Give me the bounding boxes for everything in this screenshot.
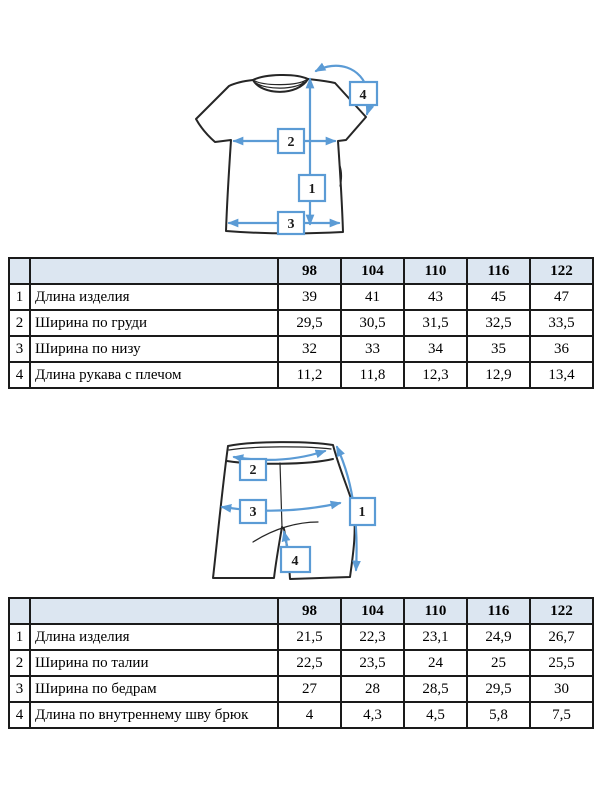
tshirt-measure-label-1 [299, 175, 325, 201]
tshirt-table-row-4-num: 4 [9, 362, 30, 388]
shorts-table-row-2-label: Ширина по талии [30, 650, 278, 676]
tshirt-table-row-1-size-98: 39 [278, 284, 341, 310]
shorts-table-row-4-num: 4 [9, 702, 30, 728]
tshirt-table-row-4-label: Длина рукава с плечом [30, 362, 278, 388]
tshirt-measure-label-2 [278, 129, 304, 153]
shorts-label-4-number: 4 [291, 554, 299, 569]
tshirt-table-row-2-num: 2 [9, 310, 30, 336]
shorts-table-row-2-size-98: 22,5 [278, 650, 341, 676]
shorts-table-row-2-size-110: 24 [404, 650, 467, 676]
tshirt-label-1-number: 1 [308, 182, 316, 197]
shorts-table-row-3-size-104: 28 [341, 676, 404, 702]
shorts-table-row-4-size-110: 4,5 [404, 702, 467, 728]
shorts-table-header-cell-5: 116 [467, 598, 530, 624]
tshirt-table-row-1-size-122: 47 [530, 284, 593, 310]
shorts-table-header-cell-1 [30, 598, 278, 624]
tshirt-table-row-1-size-104: 41 [341, 284, 404, 310]
tshirt-table-header-cell-6: 122 [530, 258, 593, 284]
tshirt-measure-label-4 [350, 82, 377, 105]
tshirt-table-row-2-size-104: 30,5 [341, 310, 404, 336]
shorts-table-header-cell-3: 104 [341, 598, 404, 624]
shorts-table-row-4 [9, 702, 593, 728]
tshirt-table-header-cell-4: 110 [404, 258, 467, 284]
shorts-table-row-2 [9, 650, 593, 676]
tshirt-table-row-4-size-116: 12,9 [467, 362, 530, 388]
shorts-table-row-1-size-104: 22,3 [341, 624, 404, 650]
waistband-inner-line [229, 447, 331, 450]
tshirt-outline [196, 75, 366, 233]
tshirt-table-row-3 [9, 336, 593, 362]
tshirt-table-row-1-size-110: 43 [404, 284, 467, 310]
tshirt-table-header-row [9, 258, 593, 284]
tshirt-diagram [150, 52, 400, 247]
tshirt-table-row-4 [9, 362, 593, 388]
tshirt-table-row-3-num: 3 [9, 336, 30, 362]
shorts-measure-label-2 [240, 459, 266, 480]
shorts-table-row-3-num: 3 [9, 676, 30, 702]
shorts-table-row-4-size-104: 4,3 [341, 702, 404, 728]
shorts-table-row-1 [9, 624, 593, 650]
shorts-table-row-3-size-122: 30 [530, 676, 593, 702]
tshirt-table-row-3-size-104: 33 [341, 336, 404, 362]
shorts-table-row-4-size-122: 7,5 [530, 702, 593, 728]
shorts-table-row-3 [9, 676, 593, 702]
tshirt-table-row-3-size-110: 34 [404, 336, 467, 362]
tshirt-table-row-4-size-122: 13,4 [530, 362, 593, 388]
tshirt-table-row-1-size-116: 45 [467, 284, 530, 310]
tshirt-table-row-1 [9, 284, 593, 310]
shorts-table-row-1-size-116: 24,9 [467, 624, 530, 650]
shorts-measure-label-3 [240, 500, 266, 523]
shorts-table-row-3-size-116: 29,5 [467, 676, 530, 702]
tshirt-label-4-number: 4 [359, 88, 367, 103]
shorts-table-header-cell-6: 122 [530, 598, 593, 624]
center-front-line [280, 463, 282, 527]
tshirt-table-header-cell-0 [9, 258, 30, 284]
tshirt-table-row-1-num: 1 [9, 284, 30, 310]
shorts-table-row-2-size-116: 25 [467, 650, 530, 676]
tshirt-table-row-2-size-122: 33,5 [530, 310, 593, 336]
collar-rib-lines [255, 80, 306, 92]
shorts-label-2-number: 2 [249, 463, 257, 478]
tshirt-table-header-cell-1 [30, 258, 278, 284]
shorts-measure-label-4 [281, 547, 310, 572]
tshirt-measure-label-3 [278, 212, 304, 234]
shorts-table-row-1-num: 1 [9, 624, 30, 650]
shorts-size-table [8, 597, 594, 729]
tshirt-table-row-2-size-116: 32,5 [467, 310, 530, 336]
shorts-table-row-1-size-98: 21,5 [278, 624, 341, 650]
shorts-table-header-cell-4: 110 [404, 598, 467, 624]
tshirt-table-row-4-size-104: 11,8 [341, 362, 404, 388]
shorts-table-row-3-label: Ширина по бедрам [30, 676, 278, 702]
shorts-table-row-2-size-122: 25,5 [530, 650, 593, 676]
shorts-table-row-1-size-122: 26,7 [530, 624, 593, 650]
shorts-table-row-1-label: Длина изделия [30, 624, 278, 650]
shorts-table-row-4-label: Длина по внутреннему шву брюк [30, 702, 278, 728]
tshirt-table-row-2-size-110: 31,5 [404, 310, 467, 336]
tshirt-table-row-3-size-122: 36 [530, 336, 593, 362]
shorts-table-row-1-size-110: 23,1 [404, 624, 467, 650]
tshirt-table-header-cell-2: 98 [278, 258, 341, 284]
shorts-table-row-2-num: 2 [9, 650, 30, 676]
shorts-label-1-number: 1 [358, 505, 366, 520]
shorts-table-header-cell-2: 98 [278, 598, 341, 624]
tshirt-table-row-4-size-98: 11,2 [278, 362, 341, 388]
tshirt-table-header-cell-5: 116 [467, 258, 530, 284]
shorts-table-row-4-size-116: 5,8 [467, 702, 530, 728]
tshirt-table-header-cell-3: 104 [341, 258, 404, 284]
tshirt-table-row-1-label: Длина изделия [30, 284, 278, 310]
tshirt-table-row-2-label: Ширина по груди [30, 310, 278, 336]
tshirt-label-3-number: 3 [287, 217, 295, 232]
tshirt-table-row-3-size-98: 32 [278, 336, 341, 362]
tshirt-label-2-number: 2 [287, 135, 295, 150]
tshirt-table-row-3-size-116: 35 [467, 336, 530, 362]
tshirt-table-row-4-size-110: 12,3 [404, 362, 467, 388]
tshirt-table-row-2 [9, 310, 593, 336]
tshirt-table-row-3-label: Ширина по низу [30, 336, 278, 362]
tshirt-size-table [8, 257, 594, 389]
shorts-table-row-3-size-98: 27 [278, 676, 341, 702]
shorts-table-header-row [9, 598, 593, 624]
shorts-table-row-2-size-104: 23,5 [341, 650, 404, 676]
shorts-label-3-number: 3 [249, 505, 257, 520]
shorts-measure-label-1 [350, 498, 375, 525]
tshirt-table-row-2-size-98: 29,5 [278, 310, 341, 336]
shorts-diagram [190, 430, 400, 598]
shorts-table-row-3-size-110: 28,5 [404, 676, 467, 702]
shorts-table-header-cell-0 [9, 598, 30, 624]
shorts-table-row-4-size-98: 4 [278, 702, 341, 728]
